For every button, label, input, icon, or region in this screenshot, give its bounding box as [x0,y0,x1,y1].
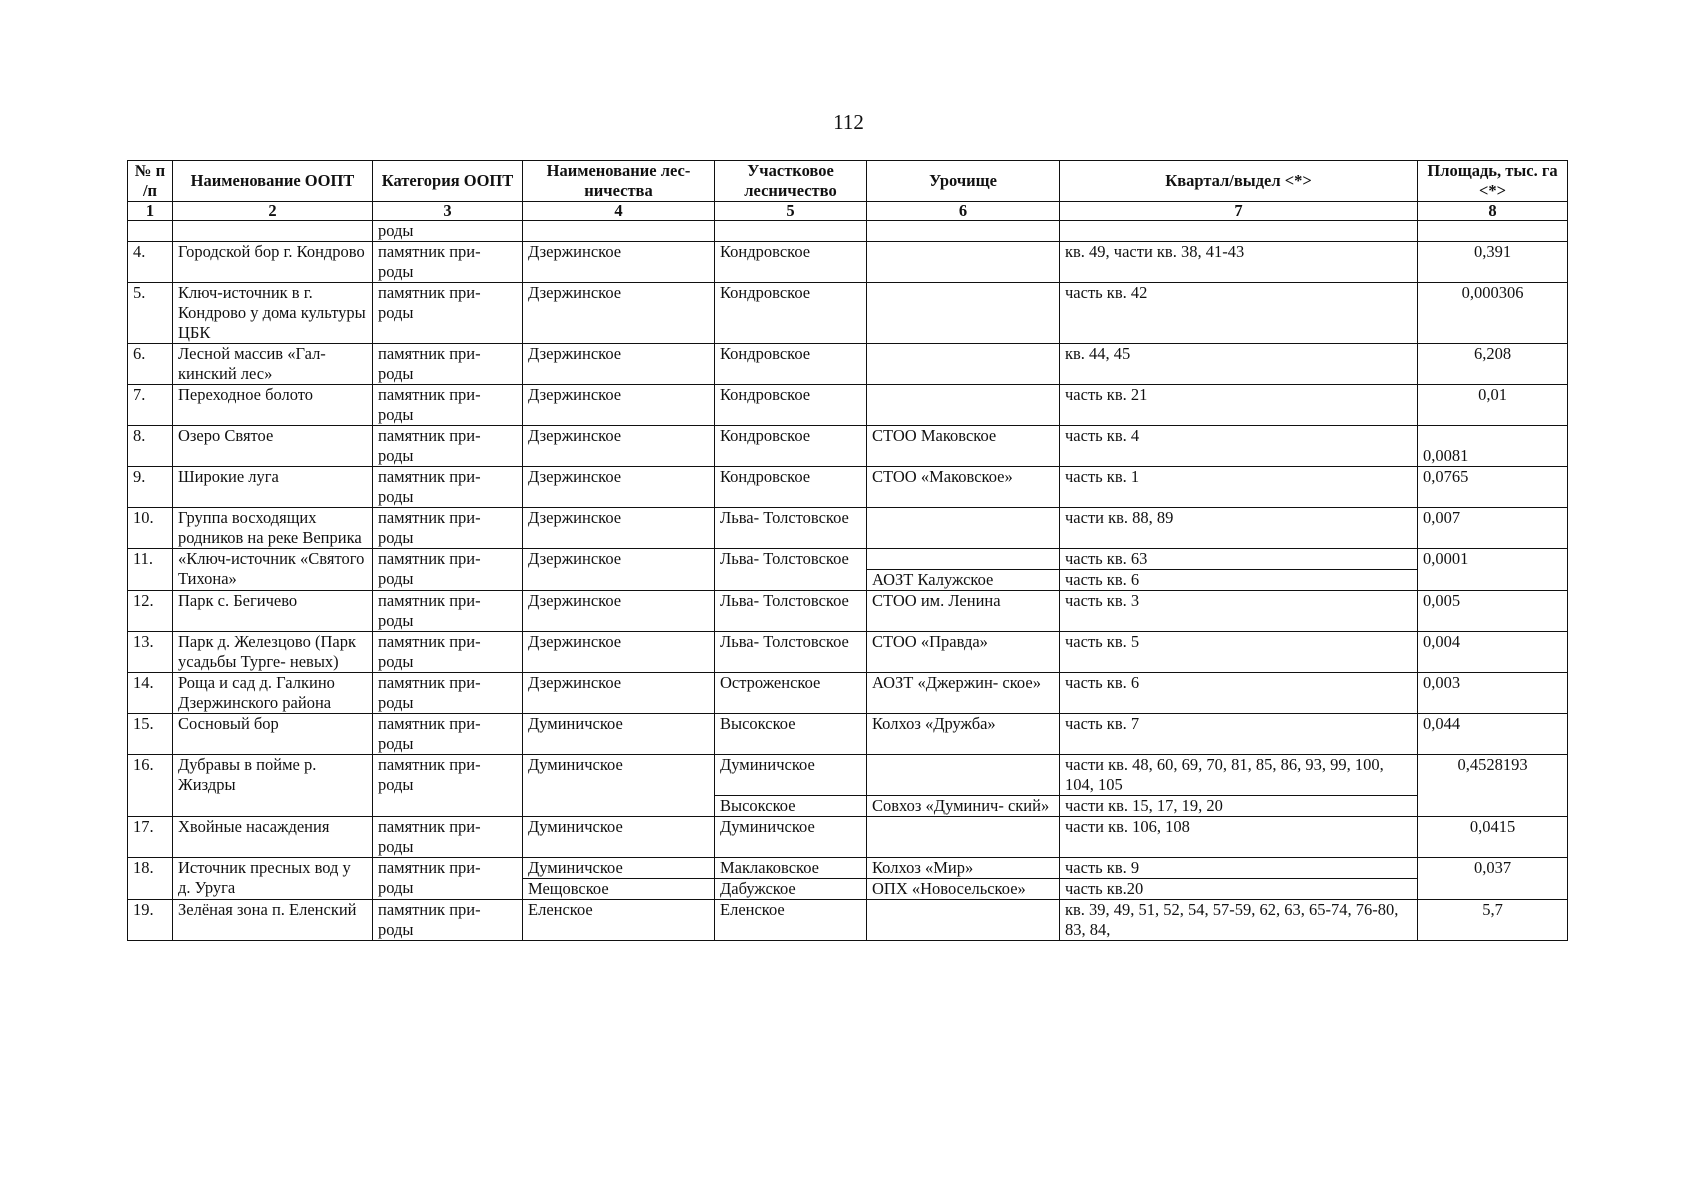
cell-name: Зелёная зона п. Еленский [173,900,373,941]
cell-name: Широкие луга [173,467,373,508]
cell-tract: АОЗТ Калужское [867,570,1060,591]
cell-district: Маклаковское [715,858,867,879]
cell-quarter: часть кв. 5 [1060,632,1418,673]
cell-category: памятник при- роды [373,344,523,385]
cell-tract [867,283,1060,344]
cell-name: Ключ-источник в г. Кондрово у дома культуры ЦБК [173,283,373,344]
col-number: 4 [523,202,715,221]
cell-num: 13. [128,632,173,673]
cell-area: 0,0001 [1418,549,1568,591]
col-number: 5 [715,202,867,221]
cell-tract: СТОО им. Ленина [867,591,1060,632]
cell-area: 0,004 [1418,632,1568,673]
table-row [128,344,1568,385]
table-row [128,591,1568,632]
table-row [128,714,1568,755]
cell-quarter: часть кв. 42 [1060,283,1418,344]
table-row [128,385,1568,426]
cell-category: памятник при- роды [373,714,523,755]
table-row [128,549,1568,570]
cell-forestry: Дзержинское [523,242,715,283]
cell-category: памятник при- роды [373,673,523,714]
cell-name: Городской бор г. Кондрово [173,242,373,283]
cell-quarter: части кв. 88, 89 [1060,508,1418,549]
cell-forestry: Дзержинское [523,426,715,467]
cell-category: памятник при- роды [373,858,523,900]
cell-area: 0,037 [1418,858,1568,900]
table-row [128,242,1568,283]
cell-area: 6,208 [1418,344,1568,385]
cell-area: 0,000306 [1418,283,1568,344]
cell-name: Озеро Святое [173,426,373,467]
cell-forestry: Дзержинское [523,549,715,591]
cell-district: Кондровское [715,385,867,426]
header-row [128,161,1568,202]
cell-category: памятник при- роды [373,467,523,508]
table-row [128,858,1568,879]
cell-forestry: Еленское [523,900,715,941]
cell-num: 4. [128,242,173,283]
cell-forestry: Дзержинское [523,344,715,385]
col-header-num: № п /п [128,161,173,202]
cell-category: роды [373,221,523,242]
cell-area: 0,0415 [1418,817,1568,858]
cell-tract: Колхоз «Дружба» [867,714,1060,755]
cell-category: памятник при- роды [373,755,523,817]
cell-district: Дабужское [715,879,867,900]
cell-quarter: часть кв. 6 [1060,673,1418,714]
cell-district: Льва- Толстовское [715,549,867,591]
cell-num: 5. [128,283,173,344]
cell-num: 17. [128,817,173,858]
cell-forestry: Думиничское [523,714,715,755]
cell-name: Дубравы в пойме р. Жиздры [173,755,373,817]
cell-district: Думиничское [715,817,867,858]
cell-tract [867,900,1060,941]
col-number: 6 [867,202,1060,221]
col-header-area: Площадь, тыс. га <*> [1418,161,1568,202]
table-row [128,283,1568,344]
cell-num: 16. [128,755,173,817]
cell-tract [867,817,1060,858]
cell-num: 9. [128,467,173,508]
cell-forestry: Дзержинское [523,385,715,426]
cell-tract: СТОО «Маковское» [867,467,1060,508]
cell-district: Кондровское [715,283,867,344]
cell-name: Хвойные насаждения [173,817,373,858]
cell-category: памятник при- роды [373,817,523,858]
table-row [128,673,1568,714]
cell-area: 0,4528193 [1418,755,1568,817]
col-header-tract: Урочище [867,161,1060,202]
cell-area: 0,0765 [1418,467,1568,508]
cell-num: 7. [128,385,173,426]
cell-area: 0,0081 [1418,426,1568,467]
cell-district: Льва- Толстовское [715,591,867,632]
cell-quarter: часть кв. 9 [1060,858,1418,879]
cell-quarter: часть кв. 1 [1060,467,1418,508]
cell-district: Высокское [715,796,867,817]
cell-quarter: части кв. 48, 60, 69, 70, 81, 85, 86, 93, 99, 100, 104, 105 [1060,755,1418,796]
cell-district: Высокское [715,714,867,755]
cell-district: Кондровское [715,426,867,467]
cell-quarter: часть кв. 6 [1060,570,1418,591]
cell-quarter: часть кв. 63 [1060,549,1418,570]
cell-district: Еленское [715,900,867,941]
cell-tract [867,344,1060,385]
table-row [128,508,1568,549]
cell-name: Источник пресных вод у д. Уруга [173,858,373,900]
cell-area: 0,007 [1418,508,1568,549]
cell-quarter: часть кв. 7 [1060,714,1418,755]
cell-name: Сосновый бор [173,714,373,755]
cell-area: 0,391 [1418,242,1568,283]
cell-name: Группа восходящих родников на реке Веприка [173,508,373,549]
cell-quarter: части кв. 106, 108 [1060,817,1418,858]
col-number: 3 [373,202,523,221]
col-number: 2 [173,202,373,221]
cell-area: 5,7 [1418,900,1568,941]
table-row [128,900,1568,941]
cell-area: 0,044 [1418,714,1568,755]
cell-forestry: Дзержинское [523,467,715,508]
cell-quarter: часть кв. 21 [1060,385,1418,426]
column-number-row [128,202,1568,221]
cell-area: 0,01 [1418,385,1568,426]
cell-category: памятник при- роды [373,900,523,941]
table-row [128,467,1568,508]
cell-forestry: Думиничское [523,817,715,858]
cell-forestry: Думиничское [523,755,715,817]
cell-tract [867,385,1060,426]
cell-name: Парк с. Бегичево [173,591,373,632]
cell-tract: ОПХ «Новосельское» [867,879,1060,900]
cell-category: памятник при- роды [373,549,523,591]
cell-name: «Ключ-источник «Святого Тихона» [173,549,373,591]
table-row [128,632,1568,673]
cell-forestry: Дзержинское [523,283,715,344]
cell-quarter: части кв. 15, 17, 19, 20 [1060,796,1418,817]
cell-category: памятник при- роды [373,632,523,673]
cell-tract: СТОО Маковское [867,426,1060,467]
cell-forestry: Дзержинское [523,673,715,714]
cell-tract: Совхоз «Думинич- ский» [867,796,1060,817]
cell-district: Кондровское [715,467,867,508]
cell-num: 12. [128,591,173,632]
continuation-row [128,221,1568,242]
cell-num: 6. [128,344,173,385]
cell-name: Лесной массив «Гал- кинский лес» [173,344,373,385]
col-number: 8 [1418,202,1568,221]
cell-category: памятник при- роды [373,283,523,344]
cell-category: памятник при- роды [373,508,523,549]
cell-quarter: кв. 44, 45 [1060,344,1418,385]
col-header-category: Категория ООПТ [373,161,523,202]
cell-forestry: Дзержинское [523,591,715,632]
cell-area: 0,003 [1418,673,1568,714]
cell-category: памятник при- роды [373,242,523,283]
cell-district: Льва- Толстовское [715,632,867,673]
cell-num: 14. [128,673,173,714]
col-header-district: Участковое лесничество [715,161,867,202]
cell-forestry: Думиничское [523,858,715,879]
cell-quarter: часть кв.20 [1060,879,1418,900]
cell-district: Кондровское [715,242,867,283]
col-header-name: Наименование ООПТ [173,161,373,202]
cell-name: Роща и сад д. Галкино Дзержинского района [173,673,373,714]
oopt-table [127,160,1568,941]
page-number: 112 [833,110,864,134]
col-number: 1 [128,202,173,221]
col-header-quarter: Квартал/выдел <*> [1060,161,1418,202]
cell-forestry: Дзержинское [523,632,715,673]
cell-quarter: часть кв. 4 [1060,426,1418,467]
cell-forestry: Мещовское [523,879,715,900]
cell-tract [867,242,1060,283]
cell-category: памятник при- роды [373,385,523,426]
cell-district: Остроженское [715,673,867,714]
cell-tract [867,549,1060,570]
cell-num: 11. [128,549,173,591]
cell-tract [867,755,1060,796]
cell-district: Кондровское [715,344,867,385]
col-number: 7 [1060,202,1418,221]
cell-forestry: Дзержинское [523,508,715,549]
table-row [128,426,1568,467]
cell-num: 8. [128,426,173,467]
cell-num: 10. [128,508,173,549]
cell-num: 19. [128,900,173,941]
cell-district: Думиничское [715,755,867,796]
cell-tract: СТОО «Правда» [867,632,1060,673]
cell-tract [867,508,1060,549]
cell-quarter: кв. 39, 49, 51, 52, 54, 57-59, 62, 63, 65-74, 76-80, 83, 84, [1060,900,1418,941]
cell-name: Переходное болото [173,385,373,426]
col-header-forestry: Наименование лес- ничества [523,161,715,202]
cell-quarter: часть кв. 3 [1060,591,1418,632]
table-row [128,817,1568,858]
cell-name: Парк д. Железцово (Парк усадьбы Турге- невых) [173,632,373,673]
cell-category: памятник при- роды [373,426,523,467]
cell-num: 18. [128,858,173,900]
table-row [128,755,1568,796]
cell-quarter: кв. 49, части кв. 38, 41-43 [1060,242,1418,283]
cell-tract: Колхоз «Мир» [867,858,1060,879]
cell-tract: АОЗТ «Джержин- ское» [867,673,1060,714]
cell-num: 15. [128,714,173,755]
cell-district: Льва- Толстовское [715,508,867,549]
cell-area: 0,005 [1418,591,1568,632]
cell-category: памятник при- роды [373,591,523,632]
